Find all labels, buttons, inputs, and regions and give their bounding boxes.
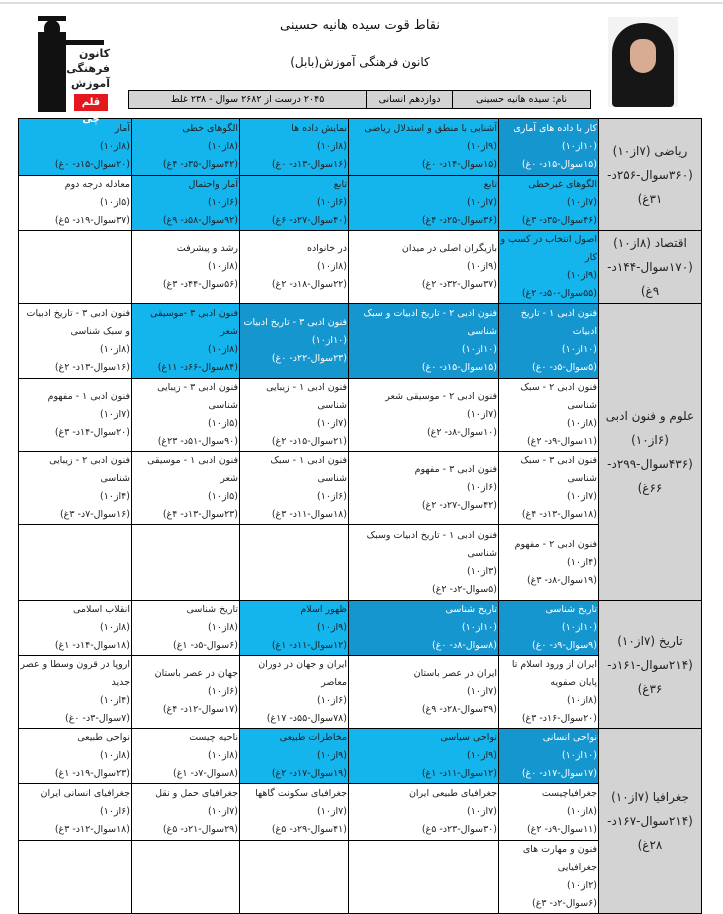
topic-name: در خانواده bbox=[306, 243, 347, 254]
topic-score: (۶از۱۰) bbox=[317, 491, 347, 502]
topic-cell bbox=[132, 304, 240, 379]
topic-cell bbox=[19, 525, 132, 601]
topic-counts: (۳۷سوال-۳۲د- ۲غ) bbox=[421, 279, 497, 290]
topic-name: آشنایی با منطق و استدلال ریاضی bbox=[364, 123, 497, 134]
topic-cell bbox=[349, 525, 499, 601]
subject-label: اقتصاد (۸از۱۰) (۱۷۰سوال-۱۴۴د- ۹غ) bbox=[599, 231, 702, 304]
topic-name: فنون ادبی ۳ - سبک شناسی bbox=[520, 455, 597, 484]
topic-counts: (۱۸سوال-۱۳د- ۴غ) bbox=[521, 509, 597, 520]
topic-score: (۸از۱۰) bbox=[317, 261, 347, 272]
table-row bbox=[19, 729, 702, 784]
topic-score: (۴از۱۰) bbox=[567, 556, 597, 568]
topic-counts: (۸سوال-۸د- ۰غ) bbox=[432, 640, 497, 651]
topic-counts: (۲۰سوال-۱۶د- ۳غ) bbox=[521, 713, 597, 724]
topic-score: (۷از۱۰) bbox=[467, 686, 497, 697]
topic-cell bbox=[349, 304, 499, 379]
topic-counts: (۴۰سوال-۲۷د- ۶غ) bbox=[271, 215, 347, 226]
branch-name: کانون فرهنگی آموزش(بابل) bbox=[290, 55, 430, 69]
topic-counts: (۱۸سوال-۱۲د- ۳غ) bbox=[54, 824, 130, 835]
topic-cell bbox=[349, 119, 499, 176]
logo-figure bbox=[38, 32, 66, 112]
topic-score: (۷از۱۰) bbox=[317, 418, 347, 429]
topic-score: (۹از۱۰) bbox=[317, 622, 347, 633]
subject-label: ریاضی (۷از۱۰) (۳۶۰سوال-۲۵۶د- ۳۱غ) bbox=[599, 119, 702, 231]
topic-score: (۱۰از۱۰) bbox=[561, 622, 597, 633]
topic-cell bbox=[349, 452, 499, 525]
topic-counts: (۱۹سوال-۸د- ۳غ) bbox=[526, 574, 597, 586]
topic-counts: (۱۵سوال-۱۵د- ۰غ) bbox=[421, 362, 497, 373]
topic-score: (۱۰از۱۰) bbox=[311, 335, 347, 346]
topic-name: رشد و پیشرفت bbox=[176, 243, 238, 254]
topic-name: فنون ادبی ۲ - مفهوم bbox=[514, 538, 597, 550]
topic-cell bbox=[240, 176, 349, 231]
topic-name: تاریخ شناسی bbox=[186, 604, 238, 615]
topic-score: (۸از۱۰) bbox=[208, 141, 238, 152]
topic-name: آمار واحتمال bbox=[188, 179, 238, 190]
topic-cell bbox=[132, 525, 240, 601]
topic-counts: (۷سوال-۳د- ۰غ) bbox=[65, 713, 130, 724]
student-photo bbox=[608, 17, 678, 107]
logo-brand: قلم چی bbox=[74, 94, 108, 111]
topic-name: بازیگران اصلی در میدان bbox=[401, 243, 497, 254]
topic-cell bbox=[499, 231, 599, 304]
topic-counts: (۱۲سوال-۱۱د- ۱غ) bbox=[421, 768, 497, 779]
topic-name: جهان در عصر باستان bbox=[154, 668, 238, 679]
topic-score: (۸از۱۰) bbox=[567, 695, 597, 706]
topic-name: تابع bbox=[333, 179, 347, 190]
topic-counts: (۳۹سوال-۲۸د- ۹غ) bbox=[421, 704, 497, 715]
topic-cell bbox=[499, 379, 599, 452]
topic-cell bbox=[19, 784, 132, 841]
topic-score: (۸از۱۰) bbox=[567, 418, 597, 429]
topic-cell bbox=[132, 452, 240, 525]
topic-counts: (۲۲سوال-۱۸د- ۲غ) bbox=[271, 279, 347, 290]
topic-name: اروپا در قرون وسطا و عصر جدید bbox=[20, 659, 130, 688]
topic-name: نواحی سیاسی bbox=[440, 732, 497, 743]
topic-cell bbox=[19, 379, 132, 452]
topic-name: جغرافیای سکونت گاهها bbox=[255, 788, 347, 799]
topic-counts: (۲۰سوال-۱۴د- ۳غ) bbox=[54, 427, 130, 438]
topic-cell bbox=[132, 729, 240, 784]
topic-name: تابع bbox=[483, 179, 497, 190]
topic-cell bbox=[499, 841, 599, 914]
topic-score: (۸از۱۰) bbox=[208, 750, 238, 761]
table-row bbox=[19, 119, 702, 176]
topic-name: الگوهای خطی bbox=[182, 123, 238, 134]
topic-score: (۹از۱۰) bbox=[567, 270, 597, 281]
topic-score: (۷از۱۰) bbox=[317, 806, 347, 817]
topic-cell bbox=[132, 784, 240, 841]
topic-cell bbox=[240, 452, 349, 525]
topic-score: (۷از۱۰) bbox=[467, 197, 497, 208]
topic-counts: (۵سوال-۵د- ۰غ) bbox=[532, 362, 597, 373]
topic-counts: (۶سوال-۵د- ۱غ) bbox=[173, 640, 238, 651]
topic-cell bbox=[349, 601, 499, 656]
topic-score: (۵از۱۰) bbox=[100, 197, 130, 208]
topic-name: فنون ادبی ۱ - زیبایی شناسی bbox=[266, 382, 347, 411]
topic-cell bbox=[19, 119, 132, 176]
topic-counts: (۳۰سوال-۲۳د- ۵غ) bbox=[421, 824, 497, 835]
topic-cell bbox=[349, 176, 499, 231]
topic-counts: (۷۸سوال-۵۵د- ۱۷غ) bbox=[266, 713, 347, 724]
topic-score: (۷از۱۰) bbox=[208, 806, 238, 817]
topic-name: جغرافیای انسانی ایران bbox=[40, 788, 130, 799]
topic-cell bbox=[19, 231, 132, 304]
topic-name: مخاطرات طبیعی bbox=[279, 732, 347, 743]
table-row bbox=[19, 231, 702, 304]
topic-score: (۵از۱۰) bbox=[208, 418, 238, 429]
topic-counts: (۸سوال-۷د- ۱غ) bbox=[173, 768, 238, 779]
topic-counts: (۴۶سوال-۳۵د- ۳غ) bbox=[521, 215, 597, 226]
topic-cell bbox=[499, 119, 599, 176]
topic-name: فنون ادبی ۳ - تاریخ ادبیات و سبک شناسی bbox=[26, 308, 130, 337]
topic-cell bbox=[240, 656, 349, 729]
topic-score: (۹از۱۰) bbox=[467, 261, 497, 272]
topic-counts: (۲۰سوال-۱۵د- ۰غ) bbox=[54, 159, 130, 170]
topic-name: نواحی طبیعی bbox=[77, 732, 130, 743]
topic-name: فنون ادبی ۲ - تاریخ ادبیات و سبک شناسی bbox=[363, 308, 497, 337]
topic-counts: (۱۶سوال-۱۳د- ۲غ) bbox=[54, 362, 130, 373]
topic-score: (۸از۱۰) bbox=[208, 344, 238, 355]
topic-score: (۸از۱۰) bbox=[100, 750, 130, 761]
topic-name: کار با داده های آماری bbox=[513, 123, 597, 134]
topic-name: نمایش داده ها bbox=[291, 123, 347, 134]
topic-score: (۶از۱۰) bbox=[208, 197, 238, 208]
topic-counts: (۱۷سوال-۱۷د- ۰غ) bbox=[521, 768, 597, 779]
topic-name: الگوهای غیرخطی bbox=[528, 179, 597, 190]
topic-cell bbox=[240, 729, 349, 784]
topic-name: فنون ادبی ۱ - تاریخ ادبیات وسبک شناسی bbox=[366, 529, 497, 559]
topic-cell bbox=[132, 231, 240, 304]
topic-cell bbox=[240, 119, 349, 176]
logo-text: کانون فرهنگی آموزش bbox=[66, 47, 110, 90]
topic-counts: (۳۶سوال-۲۵د- ۴غ) bbox=[421, 215, 497, 226]
topic-cell bbox=[240, 601, 349, 656]
topic-score: (۷از۱۰) bbox=[567, 491, 597, 502]
topic-name: ایران و جهان در دوران معاصر bbox=[258, 659, 347, 688]
topic-cell bbox=[499, 601, 599, 656]
topic-cell bbox=[19, 656, 132, 729]
student-info-bar bbox=[128, 90, 591, 109]
topic-cell bbox=[132, 119, 240, 176]
subject-label: علوم و فنون ادبی (۶از۱۰) (۴۳۶سوال-۲۹۹د- ۶۶غ) bbox=[599, 304, 702, 601]
topic-counts: (۲۳سوال-۱۹د- ۱غ) bbox=[54, 768, 130, 779]
topic-score: (۱۰از۱۰) bbox=[461, 344, 497, 355]
topic-score: (۸از۱۰) bbox=[100, 141, 130, 152]
topic-cell bbox=[132, 176, 240, 231]
topic-counts: (۱۱سوال-۹د- ۲غ) bbox=[526, 824, 597, 835]
topic-name: ناحیه چیست bbox=[189, 732, 238, 743]
topic-name: فنون ادبی ۱ - مفهوم bbox=[47, 391, 130, 402]
kanoon-logo bbox=[34, 12, 110, 125]
topic-counts: (۴۲سوال-۳۵د- ۴غ) bbox=[162, 159, 238, 170]
logo-figure-arm bbox=[64, 40, 104, 45]
student-grade: دوازدهم انسانی bbox=[366, 91, 452, 108]
topic-counts: (۱۶سوال-۱۳د- ۰غ) bbox=[271, 159, 347, 170]
topic-name: فنون ادبی ۲ - زیبایی شناسی bbox=[49, 455, 130, 484]
topic-name: فنون ادبی ۱ - سبک شناسی bbox=[270, 455, 347, 484]
topic-cell bbox=[349, 729, 499, 784]
topic-cell bbox=[19, 452, 132, 525]
topic-score: (۹از۱۰) bbox=[467, 750, 497, 761]
topic-score: (۸از۱۰) bbox=[317, 141, 347, 152]
topic-cell bbox=[240, 784, 349, 841]
topic-cell bbox=[240, 841, 349, 914]
topic-counts: (۴۱سوال-۲۹د- ۵غ) bbox=[271, 824, 347, 835]
topic-score: (۵از۱۰) bbox=[208, 491, 238, 502]
topic-score: (۶از۱۰) bbox=[208, 686, 238, 697]
topic-name: جغرافیاچیست bbox=[541, 788, 597, 799]
topic-counts: (۲۹سوال-۲۱د- ۵غ) bbox=[162, 824, 238, 835]
topic-name: فنون ادبی ۳ - تاریخ ادبیات bbox=[243, 317, 347, 328]
topic-cell bbox=[349, 656, 499, 729]
topic-cell bbox=[132, 656, 240, 729]
topic-cell bbox=[499, 656, 599, 729]
topic-cell bbox=[19, 841, 132, 914]
topic-score: (۱۰از۱۰) bbox=[461, 622, 497, 633]
subject-label: جغرافیا (۷از۱۰) (۲۱۴سوال-۱۶۷د- ۲۸غ) bbox=[599, 729, 702, 914]
topic-counts: (۱۵سوال-۱۵د- ۰غ) bbox=[521, 159, 597, 170]
topic-cell bbox=[349, 231, 499, 304]
topic-name: ظهور اسلام bbox=[300, 604, 347, 615]
topic-cell bbox=[240, 231, 349, 304]
topic-name: ایران در عصر باستان bbox=[413, 668, 497, 679]
topic-cell bbox=[499, 452, 599, 525]
student-name: نام: سیده هانیه حسینی bbox=[452, 91, 590, 108]
topic-score: (۷از۱۰) bbox=[567, 197, 597, 208]
strengths-table bbox=[18, 118, 702, 914]
topic-counts: (۱۶سوال-۷د- ۳غ) bbox=[59, 509, 130, 520]
topic-name: فنون ادبی ۳ -موسیقی شعر bbox=[150, 308, 238, 337]
topic-name: آمار bbox=[114, 123, 130, 134]
topic-score: (۶از۱۰) bbox=[100, 806, 130, 817]
topic-counts: (۶سوال-۲د- ۳غ) bbox=[532, 898, 597, 909]
topic-score: (۱۰از۱۰) bbox=[561, 750, 597, 761]
topic-counts: (۳۷سوال-۱۹د- ۵غ) bbox=[54, 215, 130, 226]
topic-counts: (۱۸سوال-۱۴د- ۱غ) bbox=[54, 640, 130, 651]
topic-counts: (۵۵سوال-۵۰د- ۲غ) bbox=[521, 288, 597, 299]
table-row bbox=[19, 601, 702, 656]
topic-score: (۷از۱۰) bbox=[467, 806, 497, 817]
topic-counts: (۱۷سوال-۱۲د- ۴غ) bbox=[162, 704, 238, 715]
topic-score: (۴از۱۰) bbox=[100, 695, 130, 706]
topic-score: (۸از۱۰) bbox=[208, 622, 238, 633]
subject-label: تاریخ (۷از۱۰) (۲۱۴سوال-۱۶۱د- ۳۶غ) bbox=[599, 601, 702, 729]
table-row bbox=[19, 304, 702, 379]
topic-name: فنون و مهارت های جغرافیایی bbox=[522, 844, 597, 873]
topic-counts: (۵۶سوال-۴۴د- ۳غ) bbox=[162, 279, 238, 290]
topic-score: (۷از۱۰) bbox=[100, 409, 130, 420]
topic-cell bbox=[240, 304, 349, 379]
topic-name: تاریخ شناسی bbox=[445, 604, 497, 615]
topic-cell bbox=[499, 304, 599, 379]
topic-name: معادله درجه دوم bbox=[64, 179, 130, 190]
topic-name: فنون ادبی ۳ - مفهوم bbox=[414, 464, 497, 475]
topic-counts: (۱۱سوال-۹د- ۲غ) bbox=[526, 436, 597, 447]
topic-counts: (۴۲سوال-۲۷د- ۲غ) bbox=[421, 500, 497, 511]
topic-score: (۷از۱۰) bbox=[467, 409, 497, 420]
topic-name: فنون ادبی ۲ - موسیقی شعر bbox=[385, 391, 497, 402]
page-title: نقاط قوت سیده هانیه حسینی bbox=[280, 18, 440, 33]
topic-cell bbox=[19, 729, 132, 784]
topic-cell bbox=[132, 841, 240, 914]
topic-counts: (۱۰سوال-۸د- ۲غ) bbox=[426, 427, 497, 438]
topic-counts: (۲۳سوال-۲۲د- ۰غ) bbox=[271, 353, 347, 364]
topic-name: فنون ادبی ۲ - سبک شناسی bbox=[520, 382, 597, 411]
topic-name: فنون ادبی ۱ - موسیقی شعر bbox=[147, 455, 238, 484]
topic-cell bbox=[19, 601, 132, 656]
topic-cell bbox=[132, 379, 240, 452]
topic-counts: (۹۲سوال-۵۸د- ۹غ) bbox=[162, 215, 238, 226]
topic-score: (۸از۱۰) bbox=[100, 622, 130, 633]
topic-cell bbox=[132, 601, 240, 656]
topic-counts: (۱۲سوال-۱۱د- ۱غ) bbox=[271, 640, 347, 651]
topic-cell bbox=[349, 841, 499, 914]
topic-cell bbox=[240, 525, 349, 601]
topic-score: (۸از۱۰) bbox=[208, 261, 238, 272]
topic-name: اصول انتخاب در کسب و کار bbox=[500, 234, 597, 263]
top-divider bbox=[0, 2, 723, 4]
topic-score: (۹از۱۰) bbox=[467, 141, 497, 152]
topic-cell bbox=[499, 176, 599, 231]
topic-cell bbox=[499, 729, 599, 784]
topic-score: (۴از۱۰) bbox=[100, 491, 130, 502]
topic-counts: (۹سوال-۹د- ۰غ) bbox=[532, 640, 597, 651]
topic-score: (۶از۱۰) bbox=[317, 695, 347, 706]
topic-counts: (۲۱سوال-۱۵د- ۲غ) bbox=[271, 436, 347, 447]
topic-score: (۸از۱۰) bbox=[100, 344, 130, 355]
topic-score: (۱۰از۱۰) bbox=[561, 141, 597, 152]
topic-name: جغرافیای حمل و نقل bbox=[155, 788, 238, 799]
topic-cell bbox=[499, 525, 599, 601]
topic-counts: (۸۴سوال-۶۶د- ۱۱غ) bbox=[157, 362, 238, 373]
topic-score: (۲از۱۰) bbox=[567, 880, 597, 891]
topic-name: تاریخ شناسی bbox=[545, 604, 597, 615]
topic-name: فنون ادبی ۱ - تاریخ ادبیات bbox=[520, 308, 597, 337]
photo-face bbox=[630, 39, 656, 73]
topic-cell bbox=[499, 784, 599, 841]
topic-name: جغرافیای طبیعی ایران bbox=[408, 788, 497, 799]
topic-counts: (۱۸سوال-۱۱د- ۳غ) bbox=[271, 509, 347, 520]
topic-name: نواحی انسانی bbox=[542, 732, 597, 743]
topic-cell bbox=[19, 304, 132, 379]
topic-score: (۶از۱۰) bbox=[317, 197, 347, 208]
topic-name: ایران از ورود اسلام تا پایان صفویه bbox=[511, 659, 597, 688]
topic-name: فنون ادبی ۳ - زیبایی شناسی bbox=[157, 382, 238, 411]
score-summary: ۲۰۴۵ درست از ۲۶۸۲ سوال - ۲۳۸ غلط bbox=[170, 94, 325, 105]
topic-counts: (۱۵سوال-۱۴د- ۰غ) bbox=[421, 159, 497, 170]
topic-score: (۱۰از۱۰) bbox=[561, 344, 597, 355]
topic-cell bbox=[19, 176, 132, 231]
topic-counts: (۲۳سوال-۱۳د- ۴غ) bbox=[162, 509, 238, 520]
topic-score: (۶از۱۰) bbox=[467, 482, 497, 493]
topic-cell bbox=[349, 784, 499, 841]
topic-cell bbox=[240, 379, 349, 452]
topic-cell bbox=[349, 379, 499, 452]
topic-counts: (۱۹سوال-۱۷د- ۲غ) bbox=[271, 768, 347, 779]
topic-score: (۳از۱۰) bbox=[467, 565, 497, 577]
topic-counts: (۹۰سوال-۵۱د- ۲۳غ) bbox=[157, 436, 238, 447]
topic-score: (۹از۱۰) bbox=[317, 750, 347, 761]
topic-name: انقلاب اسلامی bbox=[73, 604, 130, 615]
topic-score: (۸از۱۰) bbox=[567, 806, 597, 817]
topic-counts: (۵سوال-۲د- ۲غ) bbox=[432, 583, 497, 595]
